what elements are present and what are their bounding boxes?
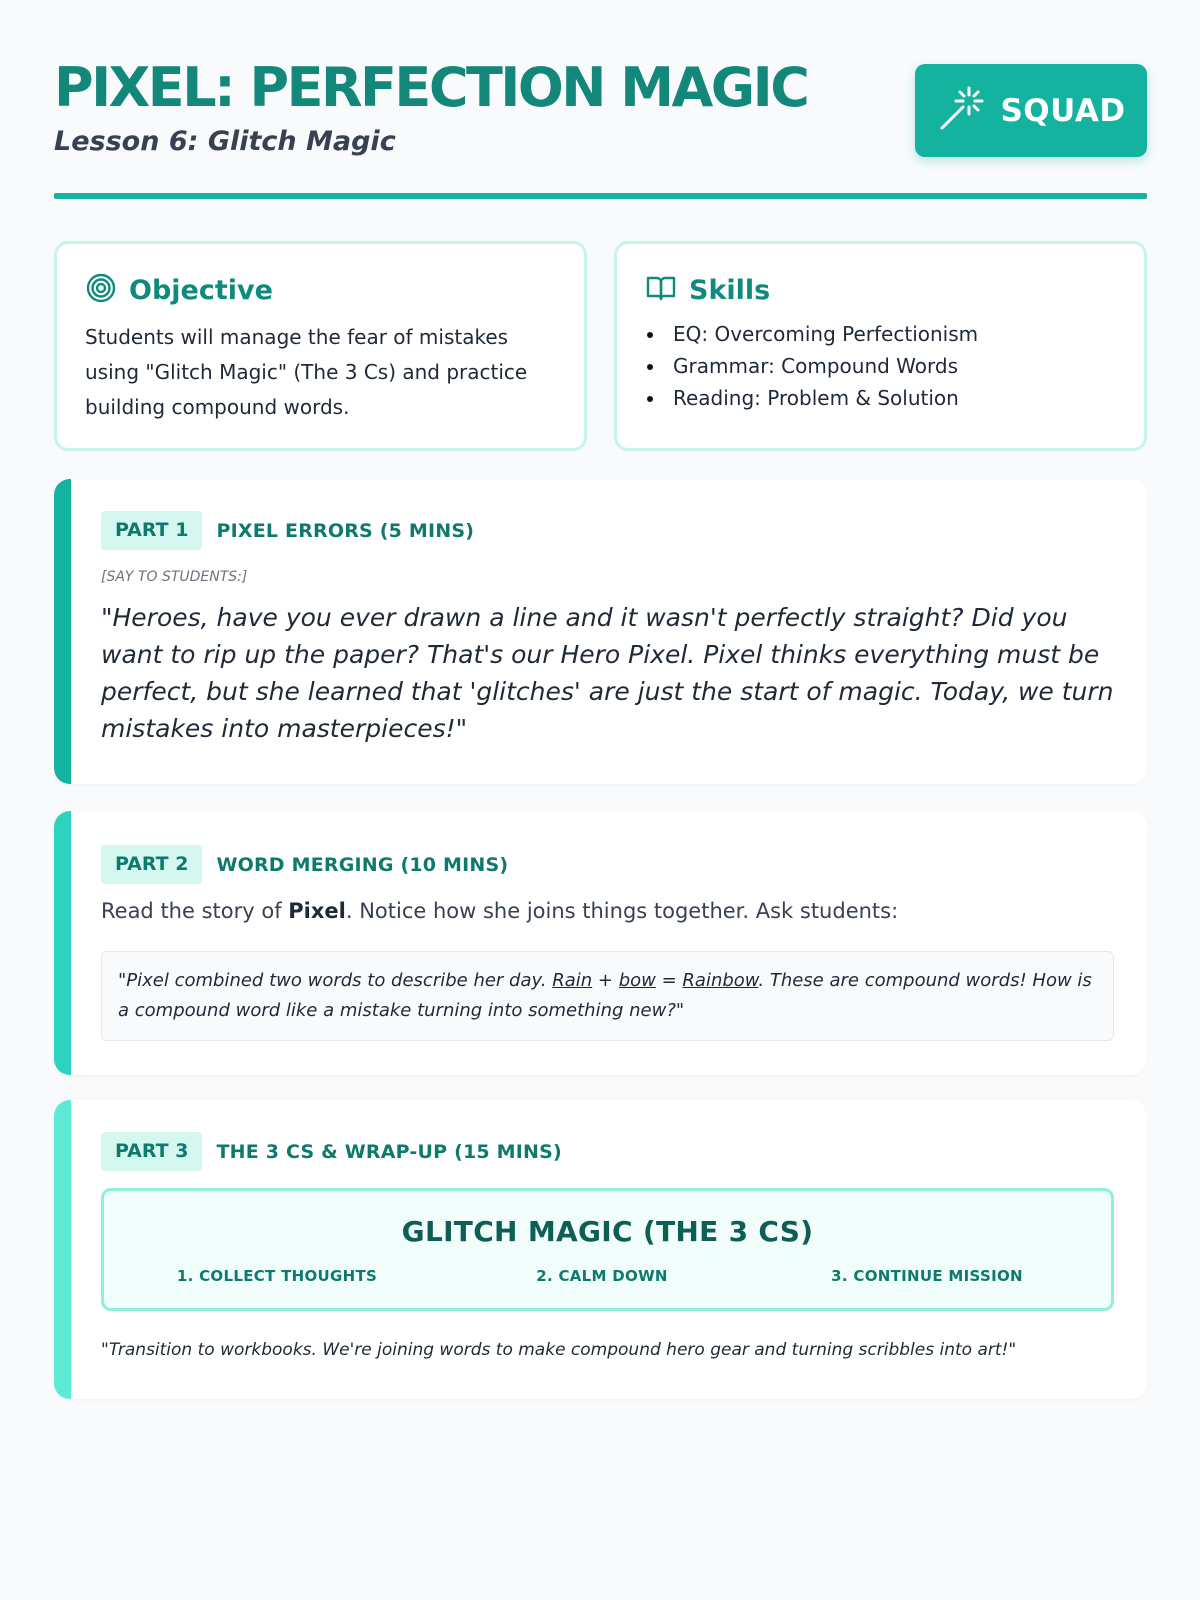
skill-item: Reading: Problem & Solution [645, 382, 1116, 414]
teacher-cue: [SAY TO STUDENTS:] [101, 569, 248, 585]
part-3-section [54, 1100, 1147, 1399]
target-icon [85, 272, 117, 308]
header-divider [54, 193, 1147, 199]
part-accent-bar [54, 479, 71, 784]
script-quote: "Heroes, have you ever drawn a line and it wasn't perfectly straight? Did you want to rip up the paper? That's our Hero Pixel. Pixel thinks everything must be perfect, but she learned that 'glitches' are just the start of magic. Today, we turn mistakes into masterpieces!" [101, 603, 1114, 743]
magic-wand-icon [936, 84, 986, 138]
part-tag: PART 2 [101, 845, 202, 884]
part-accent-bar [54, 811, 71, 1075]
part-title: WORD MERGING (10 MINS) [216, 853, 509, 876]
step-collect-thoughts: 1. COLLECT THOUGHTS [176, 1267, 378, 1285]
squad-label: SQUAD [1000, 92, 1126, 129]
objective-title: Objective [129, 274, 273, 306]
word-bow: bow [618, 970, 656, 991]
step-continue-mission: 3. CONTINUE MISSION [831, 1267, 1023, 1285]
part-tag: PART 3 [101, 1132, 202, 1171]
part-accent-bar [54, 1100, 71, 1399]
part-2-instructions: Read the story of Pixel. Notice how she joins things together. Ask students: [101, 899, 899, 923]
glitch-magic-title: GLITCH MAGIC (THE 3 CS) [401, 1215, 814, 1248]
transition-note: "Transition to workbooks. We're joining words to make compound hero gear and turning scribbles into art!" [101, 1340, 1017, 1360]
part-2-section [54, 811, 1147, 1075]
word-rainbow: Rainbow [682, 970, 759, 991]
glitch-magic-box [101, 1188, 1114, 1311]
part-1-section [54, 479, 1147, 784]
lesson-page [54, 0, 1147, 1360]
part-tag: PART 1 [101, 511, 202, 550]
skill-item: EQ: Overcoming Perfectionism [645, 318, 1116, 350]
skills-title: Skills [689, 274, 771, 306]
word-rain: Rain [552, 970, 593, 991]
open-book-icon [645, 272, 677, 308]
objective-text: Students will manage the fear of mistakes using "Glitch Magic" (The 3 Cs) and practice building compound words. [85, 325, 528, 419]
skills-list [645, 318, 1116, 414]
prompt-box: "Pixel combined two words to describe her day. Rain + bow = Rainbow. These are compound words! How is a compound word like a mistake turning into something new?" [101, 951, 1114, 1041]
squad-badge [915, 64, 1147, 157]
part-title: PIXEL ERRORS (5 MINS) [216, 519, 475, 542]
step-calm-down: 2. CALM DOWN [536, 1267, 668, 1285]
objective-card [54, 241, 587, 451]
part-title: THE 3 CS & WRAP-UP (15 MINS) [216, 1140, 562, 1163]
lesson-subtitle: Lesson 6: Glitch Magic [54, 126, 396, 157]
page-title: PIXEL: PERFECTION MAGIC [54, 56, 808, 119]
skills-card [614, 241, 1147, 451]
skill-item: Grammar: Compound Words [645, 350, 1116, 382]
story-character: Pixel [288, 899, 346, 923]
header [54, 0, 1147, 200]
info-row [54, 241, 1147, 451]
